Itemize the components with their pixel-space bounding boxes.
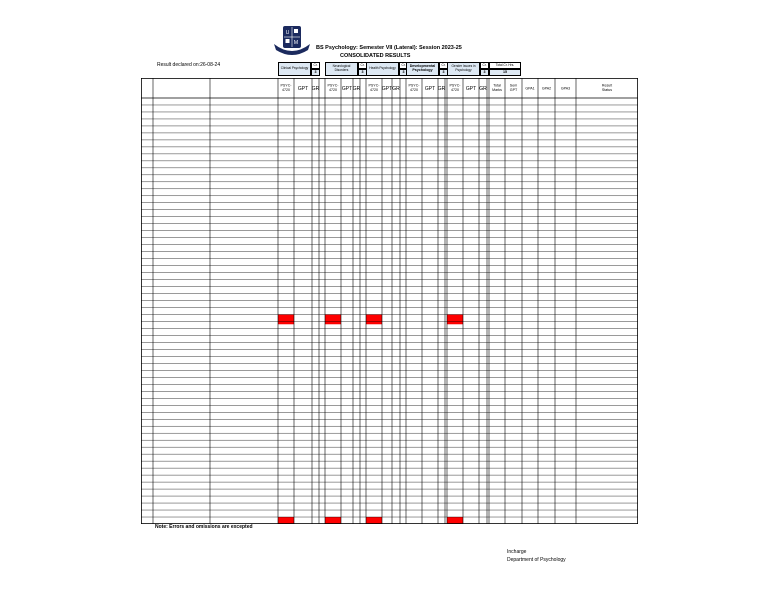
column-header-total-marks: Total Marks [492, 83, 502, 92]
highlight-cell [278, 517, 294, 524]
university-logo [272, 24, 312, 58]
course-credit-value-3: 3 [399, 69, 408, 76]
highlight-cell [325, 314, 341, 324]
total-credit-hours-value: 15 [489, 69, 521, 76]
column-header-gpt: GPT [297, 85, 309, 92]
course-credit-label-3: Cr. [399, 62, 408, 69]
course-credit-value-5: 3 [480, 69, 489, 76]
column-header-gpt: GPT [465, 85, 477, 92]
course-name-1: Clinical Psychology [278, 62, 311, 76]
column-header-gpt: GPT [341, 85, 353, 92]
logo-letter-u: U [285, 30, 290, 36]
signature-department: Department of Psychology [507, 557, 566, 563]
document-subtitle: CONSOLIDATED RESULTS [340, 53, 411, 59]
course-credit-label-1: Cr. [311, 62, 320, 69]
column-header-code: PSYC-4720 [368, 83, 380, 92]
course-credit-value-1: 3 [311, 69, 320, 76]
course-name-3: Health Psychology [366, 62, 399, 76]
column-header-code: PSYC-4720 [449, 83, 461, 92]
column-header-gr: GR [479, 85, 487, 92]
column-header-sem-gpt: Sem GPT [509, 83, 518, 92]
logo-letter-m: M [293, 40, 299, 46]
footer-note: Note: Errors and omissions are excepted [155, 524, 253, 530]
highlight-cell [278, 314, 294, 324]
document-title: BS Psychology: Semester VII (Lateral): Session 2023-25 [316, 45, 462, 51]
highlight-cell [447, 314, 463, 324]
column-header-result-status: Result Status [601, 83, 613, 92]
signature-title: Incharge [507, 549, 527, 555]
course-credit-label-5: Cr. [480, 62, 489, 69]
column-header-gr: GR [437, 85, 446, 92]
column-header-gpt: GPT [424, 85, 436, 92]
course-name-2: Neurological Disorders [325, 62, 358, 76]
column-header-gpa3: GPA3 [560, 86, 571, 91]
course-name-4: Developmental Psychology [406, 62, 439, 76]
course-name-5: Gender Issues in Psychology [447, 62, 480, 76]
column-header-gpa1: GPA1 [525, 86, 535, 91]
result-declared-date: Result declared on:26-08-24 [157, 62, 221, 68]
highlight-cell [447, 517, 463, 524]
column-header-gr: GR [392, 85, 400, 92]
column-header-code: PSYC-4720 [408, 83, 420, 92]
results-table [141, 78, 638, 524]
highlight-cell [325, 517, 341, 524]
column-header-code: PSYC-4720 [280, 83, 292, 92]
total-credit-hours-label: Total Cr. Hrs. [489, 62, 521, 69]
course-credit-label-2: Cr. [358, 62, 367, 69]
course-credit-value-4: 3 [439, 69, 448, 76]
column-header-gr: GR [352, 85, 361, 92]
highlight-cell [366, 517, 382, 524]
course-credit-label-4: Cr. [439, 62, 448, 69]
course-credit-value-2: 3 [358, 69, 367, 76]
column-header-gr: GR [311, 85, 320, 92]
highlight-cell [366, 314, 382, 324]
column-header-gpa2: GPA2 [541, 86, 552, 91]
column-header-code: PSYC-4720 [327, 83, 339, 92]
column-header-gpt: GPT [381, 85, 393, 92]
table-border [141, 78, 637, 523]
